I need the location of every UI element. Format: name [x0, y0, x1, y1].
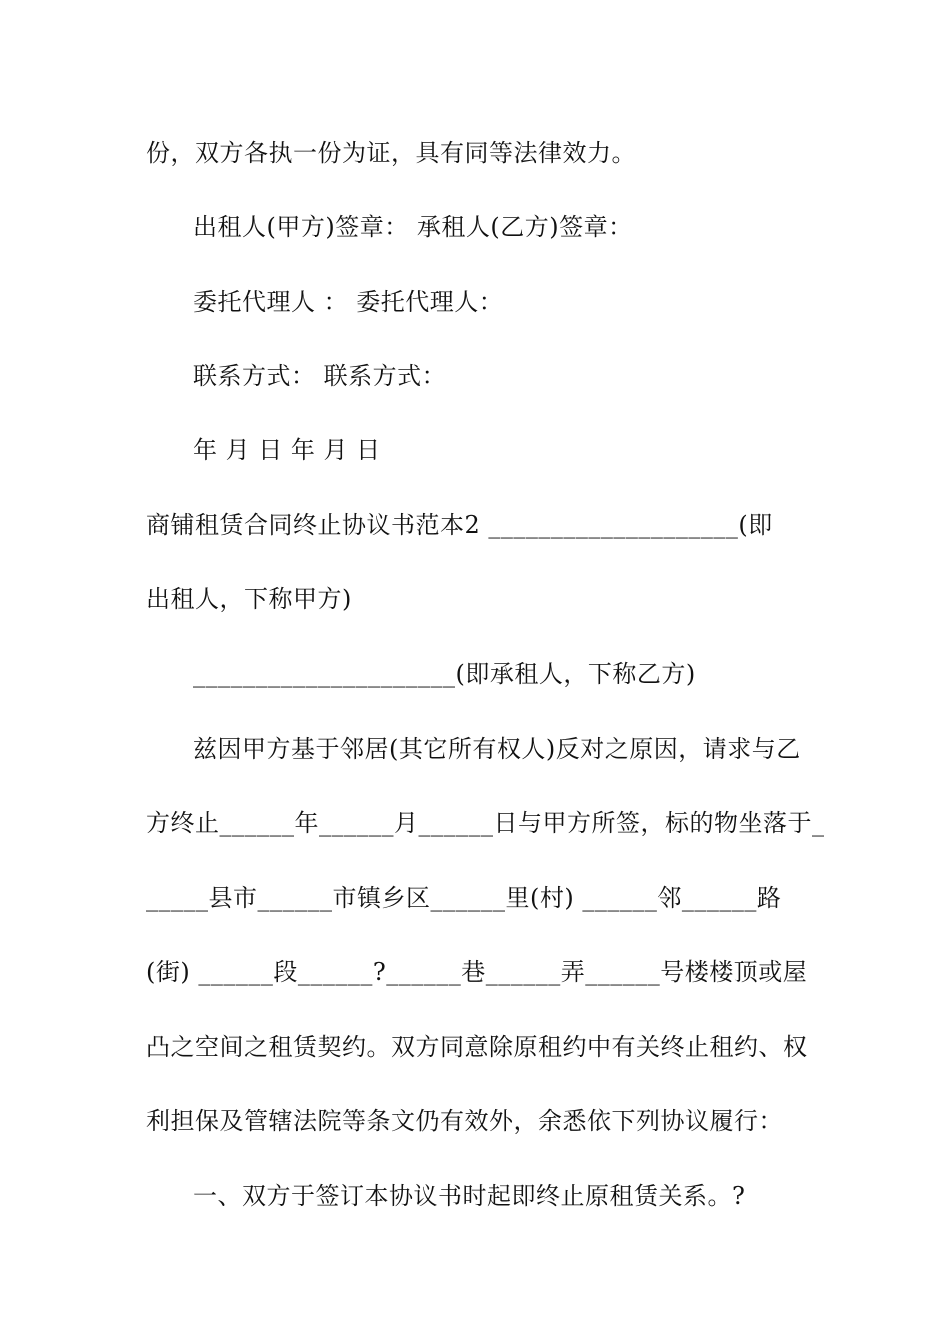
date-line: 年 月 日 年 月 日: [193, 436, 381, 464]
paragraph-line: 利担保及管辖法院等条文仍有效外，余悉依下列协议履行：: [146, 1107, 783, 1135]
paragraph-line: (街) ______段______?______巷______弄______号楼楼顶或屋: [146, 958, 808, 986]
paragraph-line: _____县市______市镇乡区______里(村) ______邻______路: [146, 884, 782, 912]
paragraph-line: 出租人，下称甲方): [146, 585, 352, 613]
paragraph-line: 方终止______年______月______日与甲方所签，标的物坐落于_: [146, 809, 825, 837]
section-title-line: 商铺租赁合同终止协议书范本2 ____________________(即: [146, 511, 773, 539]
agent-line: 委托代理人 ： 委托代理人：: [193, 288, 504, 316]
paragraph-line: 份，双方各执一份为证，具有同等法律效力。: [146, 139, 636, 167]
paragraph-line: 凸之空间之租赁契约。双方同意除原租约中有关终止租约、权: [146, 1033, 808, 1061]
signature-line: 出租人(甲方)签章： 承租人(乙方)签章：: [193, 213, 633, 241]
contact-line: 联系方式： 联系方式：: [193, 362, 447, 390]
clause-line: 一、双方于签订本协议书时起即终止原租赁关系。?: [193, 1182, 746, 1210]
paragraph-line: _____________________(即承租人，下称乙方): [193, 660, 696, 688]
paragraph-line: 兹因甲方基于邻居(其它所有权人)反对之原因，请求与乙: [193, 735, 801, 763]
